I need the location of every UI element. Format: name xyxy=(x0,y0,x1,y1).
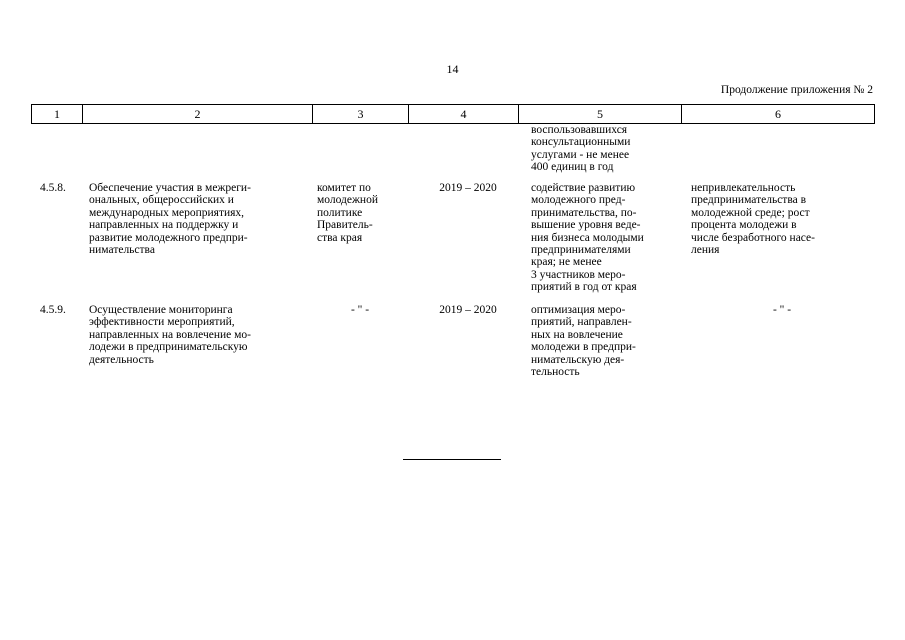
header-col-6: 6 xyxy=(682,105,875,124)
row-458-number: 4.5.8. xyxy=(40,182,66,194)
row-458-risk: непривлекательность предпринимательства в молодежной среде; рост процента молодежи в числе безработного насе- ления xyxy=(691,182,815,257)
end-rule xyxy=(403,459,501,460)
row-458-period: 2019 – 2020 xyxy=(439,182,497,194)
row-459-number: 4.5.9. xyxy=(40,304,66,316)
row-459-activity: Осуществление мониторинга эффективности мероприятий, направленных на вовлечение мо- лодежи в предпринимательскую деятельность xyxy=(89,304,251,366)
row-458-executor: комитет по молодежной политике Правитель- ства края xyxy=(317,182,378,244)
header-col-5: 5 xyxy=(519,105,682,124)
column-header-table xyxy=(31,104,875,124)
row-458-activity: Обеспечение участия в межреги- ональных, общероссийских и международных мероприятиях, направленных на поддержку и развитие молодежного предпри- нимательства xyxy=(89,182,251,257)
row-459-risk: - " - xyxy=(772,304,792,316)
page-number: 14 xyxy=(446,62,459,76)
row-458-result: содействие развитию молодежного пред- принимательства, по- вышение уровня веде- ния бизнеса молодыми предпринимателями края; не менее 3 участников меро- приятий в год от края xyxy=(531,182,644,294)
row-459-result: оптимизация меро- приятий, направлен- ных на вовлечение молодежи в предпри- нимательскую дея- тельность xyxy=(531,304,636,379)
header-row xyxy=(32,105,875,124)
continuation-note: Продолжение приложения № 2 xyxy=(720,84,873,96)
header-col-3: 3 xyxy=(313,105,409,124)
carryover-result-text: воспользовавшихся консультационными услугами - не менее 400 единиц в год xyxy=(531,124,631,174)
header-col-2: 2 xyxy=(83,105,313,124)
header-col-4: 4 xyxy=(409,105,519,124)
row-459-period: 2019 – 2020 xyxy=(439,304,497,316)
header-col-1: 1 xyxy=(32,105,83,124)
row-459-executor: - " - xyxy=(350,304,370,316)
